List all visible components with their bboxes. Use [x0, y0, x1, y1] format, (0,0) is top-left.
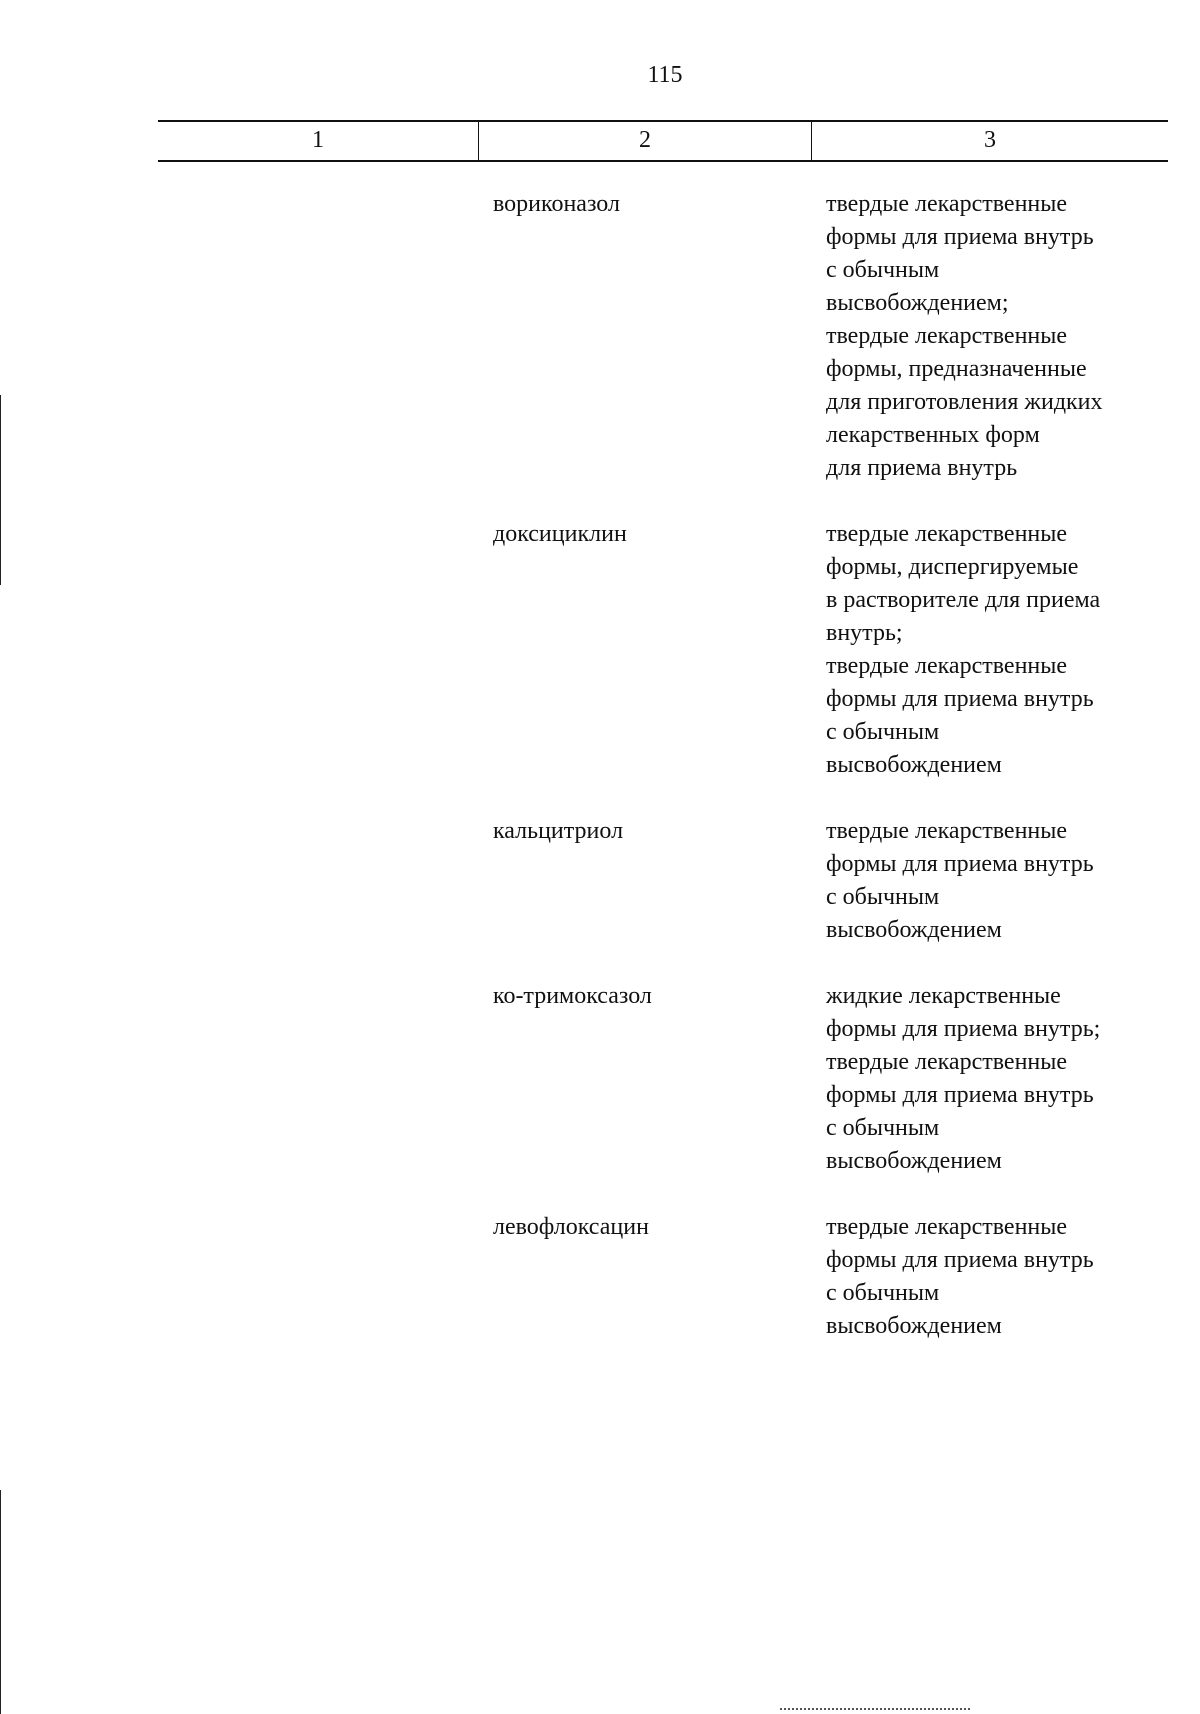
- dosage-form-line: формы для приема внутрь: [826, 851, 1094, 877]
- dosage-form-line: твердые лекарственные: [826, 1049, 1068, 1075]
- empty-cell: [158, 815, 493, 947]
- table-row: [158, 980, 1168, 1178]
- dosage-form-line: формы для приема внутрь: [826, 1082, 1094, 1108]
- drug-name: левофлоксацин: [493, 1214, 649, 1240]
- table-row: [158, 815, 1168, 947]
- dosage-form-line: твердые лекарственные: [826, 818, 1068, 844]
- dosage-form-line: с обычным: [826, 719, 940, 745]
- column-header-2: 2: [478, 122, 811, 160]
- dosage-form-line: твердые лекарственные: [826, 1214, 1068, 1240]
- dosage-form-line: для приема внутрь: [826, 455, 1018, 481]
- drug-name: ко-тримоксазол: [493, 983, 652, 1009]
- dosage-form-line: лекарственных форм: [826, 422, 1040, 448]
- dosage-form-line: формы, предназначенные: [826, 356, 1087, 382]
- left-margin-line-bottom: [0, 1490, 1, 1714]
- empty-cell: [158, 188, 493, 485]
- dosage-form-line: для приготовления жидких: [826, 389, 1103, 415]
- dosage-form-line: высвобождением: [826, 1148, 1002, 1174]
- dosage-form-line: твердые лекарственные: [826, 653, 1068, 679]
- dosage-form-line: с обычным: [826, 1280, 940, 1306]
- dosage-form-line: формы для приема внутрь;: [826, 1016, 1101, 1042]
- dosage-form-line: формы для приема внутрь: [826, 686, 1094, 712]
- dosage-form-line: с обычным: [826, 257, 940, 283]
- dosage-form-line: с обычным: [826, 1115, 940, 1141]
- page-number: 115: [647, 62, 683, 88]
- column-header-1: 1: [312, 127, 324, 153]
- dosage-form-line: высвобождением: [826, 917, 1002, 943]
- dosage-form-line: внутрь;: [826, 620, 903, 646]
- drug-name: доксициклин: [493, 521, 627, 547]
- empty-cell: [158, 1211, 493, 1343]
- dosage-form-line: высвобождением: [826, 1313, 1002, 1339]
- dosage-form-line: твердые лекарственные: [826, 323, 1068, 349]
- dosage-form-line: жидкие лекарственные: [826, 983, 1061, 1009]
- table-header: [158, 120, 1168, 162]
- drug-name: кальцитриол: [493, 818, 624, 844]
- dosage-form-line: с обычным: [826, 884, 940, 910]
- dosage-form-line: формы для приема внутрь: [826, 224, 1094, 250]
- empty-cell: [158, 518, 493, 782]
- dosage-forms: [826, 1211, 1168, 1343]
- dosage-form-line: высвобождением: [826, 752, 1002, 778]
- dosage-forms: [826, 815, 1168, 947]
- scan-artifact: [780, 1708, 970, 1712]
- column-header-3: 3: [811, 122, 1168, 160]
- table-body: [158, 188, 1168, 1376]
- drug-name: вориконазол: [493, 191, 620, 217]
- empty-cell: [158, 980, 493, 1178]
- dosage-form-line: твердые лекарственные: [826, 191, 1068, 217]
- table-row: [158, 1211, 1168, 1343]
- dosage-forms: [826, 518, 1168, 782]
- dosage-forms: [826, 980, 1168, 1178]
- table-row: [158, 518, 1168, 782]
- dosage-form-line: высвобождением;: [826, 290, 1009, 316]
- dosage-form-line: формы, диспергируемые: [826, 554, 1079, 580]
- left-margin-line-top: [0, 395, 1, 585]
- dosage-forms: [826, 188, 1168, 485]
- table-row: [158, 188, 1168, 485]
- dosage-form-line: формы для приема внутрь: [826, 1247, 1094, 1273]
- dosage-form-line: в растворителе для приема: [826, 587, 1101, 613]
- dosage-form-line: твердые лекарственные: [826, 521, 1068, 547]
